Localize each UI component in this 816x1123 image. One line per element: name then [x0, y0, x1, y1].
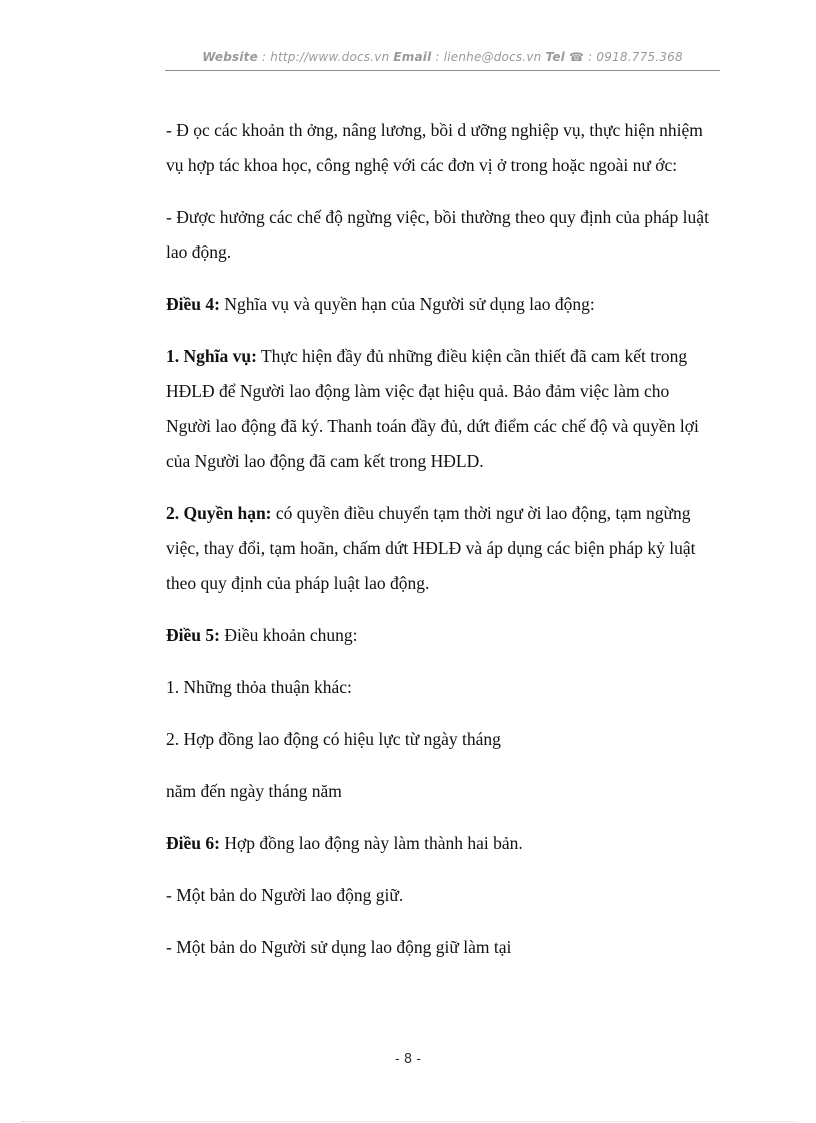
article-5-heading: Điều 5: Điều khoản chung: — [166, 625, 358, 645]
tel-label: Tel — [545, 50, 565, 64]
paragraph-obligations: 1. Nghĩa vụ: Thực hiện đầy đủ những điều kiện cần thiết đã cam kết trong HĐLĐ để Người lao động làm việc đạt hiệu quả. Bảo đảm việc làm cho Người lao động đã ký. Thanh toán đầy đủ, dứt điểm các chế độ và quyền lợi của Người lao động đã cam kết trong HĐLD. — [166, 346, 699, 471]
footer-divider — [22, 1121, 794, 1122]
phone-icon: ☎ — [569, 50, 585, 64]
paragraph-copy-employee: - Một bản do Người lao động giữ. — [166, 885, 404, 905]
paragraph-powers: 2. Quyền hạn: có quyền điều chuyển tạm thời ngư ời lao động, tạm ngừng việc, thay đổi, tạm hoãn, chấm dứt HĐLĐ và áp dụng các biện pháp kỷ luật theo quy định của pháp luật lao động. — [166, 503, 696, 593]
paragraph-effective-to: năm đến ngày tháng năm — [166, 781, 342, 801]
paragraph-copy-employer: - Một bản do Người sử dụng lao động giữ làm tại — [166, 937, 512, 957]
email-label: Email — [393, 50, 432, 64]
article-6-heading: Điều 6: Hợp đồng lao động này làm thành hai bản. — [166, 833, 523, 853]
header-divider — [165, 70, 720, 71]
document-body — [166, 113, 718, 982]
email-address: : lienhe@docs.vn — [431, 50, 546, 64]
page-header — [165, 50, 720, 64]
paragraph-other-agreements: 1. Những thỏa thuận khác: — [166, 677, 352, 697]
paragraph-effective-from: 2. Hợp đồng lao động có hiệu lực từ ngày tháng — [166, 729, 501, 749]
article-4-heading: Điều 4: Nghĩa vụ và quyền hạn của Người sử dụng lao động: — [166, 294, 595, 314]
page-number: - 8 - — [395, 1052, 421, 1067]
tel-number: : 0918.775.368 — [584, 50, 683, 64]
website-label: Website — [202, 50, 258, 64]
paragraph-bonus-rights: - Đ ọc các khoản th ởng, nâng lương, bồi d ưỡng nghiệp vụ, thực hiện nhiệm vụ hợp tác khoa học, công nghệ với các đơn vị ở trong hoặc ngoài nư ớc: — [166, 120, 703, 175]
website-url: : http://www.docs.vn — [257, 50, 394, 64]
paragraph-work-stoppage: - Được hưởng các chế độ ngừng việc, bồi thường theo quy định của pháp luật lao động. — [166, 207, 709, 262]
